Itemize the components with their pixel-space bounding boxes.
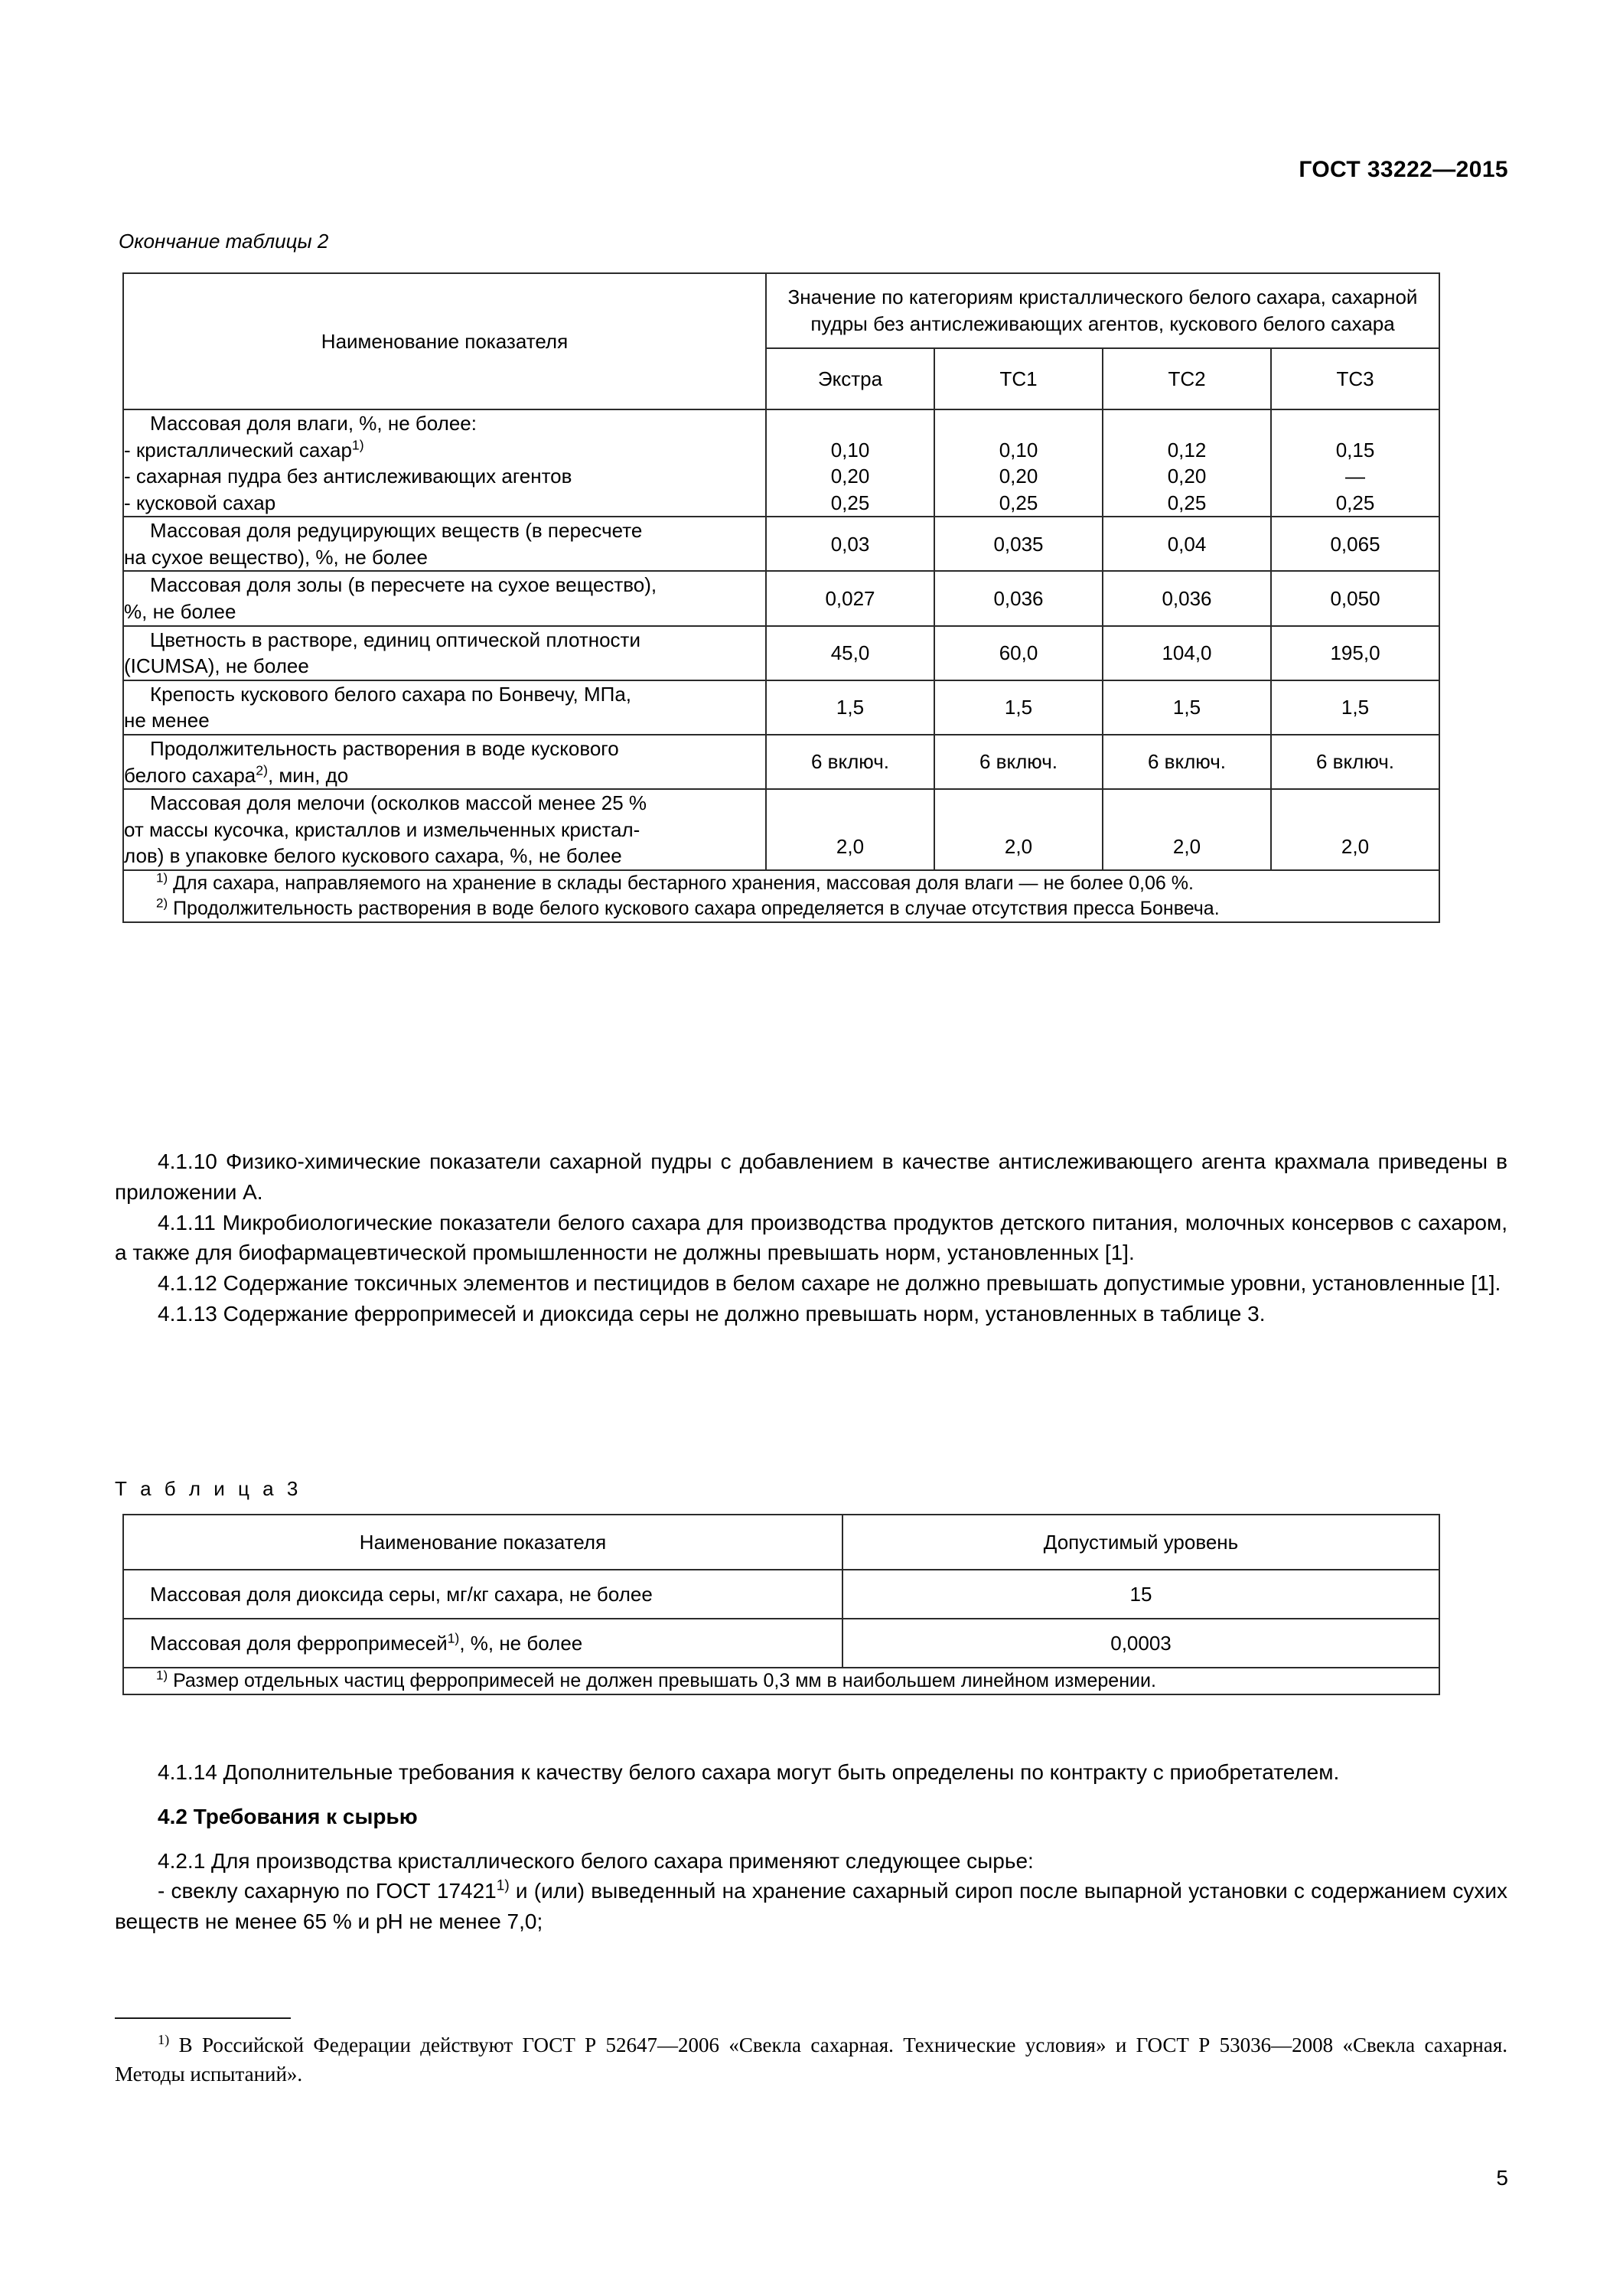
table2-row6-ts2: 6 включ. <box>1103 735 1271 789</box>
table2-row6-indicator: Продолжительность растворения в воде кускового белого сахара$^{2)}$, мин, до <box>123 735 766 789</box>
table2-row2-ts2: 0,04 <box>1103 517 1271 571</box>
table2-category-ts2: ТС2 <box>1103 348 1271 409</box>
table2-row1-ts3: 0,15 — 0,25 <box>1271 409 1439 517</box>
table2-row3-ts1: 0,036 <box>934 571 1103 625</box>
table2-row5-extra: 1,5 <box>766 680 934 735</box>
table2-row1-extra: 0,10 0,20 0,25 <box>766 409 934 517</box>
table2-col-indicator: Наименование показателя <box>123 273 766 409</box>
table-row <box>123 1570 1439 1619</box>
table2-row5-indicator: Крепость кускового белого сахара по Бонвечу, МПа, не менее <box>123 680 766 735</box>
footnote-ref-1: 1) <box>351 436 364 452</box>
row1-line2: - кристаллический сахар$^{1)}$ <box>124 436 364 461</box>
table-row <box>123 735 1439 789</box>
table2-category-ts3: ТС3 <box>1271 348 1439 409</box>
table2-footnotes <box>123 870 1439 923</box>
body-paragraphs-a <box>115 1146 1507 1329</box>
table3-footnote-row <box>123 1668 1439 1694</box>
table-row <box>123 517 1439 571</box>
table2-row1-ts2: 0,12 0,20 0,25 <box>1103 409 1271 517</box>
table2-row7-extra: 2,0 <box>766 789 934 870</box>
section-heading-4-2: 4.2 Требования к сырью <box>158 1804 418 1828</box>
footnote-ref-1: 1) <box>496 1877 510 1894</box>
footnote-ref-1: 1) <box>447 1630 460 1646</box>
table3-footnote: $^{1)}$ Размер отдельных частиц ферропримесей не должен превышать 0,3 мм в наибольшем линейном измерении. <box>123 1668 1439 1694</box>
table3-label: Т а б л и ц а 3 <box>115 1477 302 1500</box>
row1-line3: - сахарная пудра без антислеживающих агентов <box>124 465 572 488</box>
paragraph-4-1-12: 4.1.12 Содержание токсичных элементов и пестицидов в белом сахаре не должно превышать допустимые уровни, установленные [1]. <box>158 1271 1501 1295</box>
row1-line1: Массовая доля влаги, %, не более: <box>150 412 477 435</box>
table2-category-extra: Экстра <box>766 348 934 409</box>
table2-col-group: Значение по категориям кристаллического белого сахара, сахарной пудры без антислеживающих агентов, кускового белого сахара <box>766 273 1439 348</box>
page-footnote <box>115 2017 1507 2089</box>
table2-row1-ts1: 0,10 0,20 0,25 <box>934 409 1103 517</box>
paragraph-4-1-11: 4.1.11 Микробиологические показатели белого сахара для производства продуктов детского питания, молочных консервов с сахаром, а также для биофармацевтической промышленности не должны превышать норм, установленных [1]. <box>115 1210 1507 1265</box>
table2-footnote-1: $^{1)}$ Для сахара, направляемого на хранение в склады бестарного хранения, массовая доля влаги — не более 0,06 %. <box>156 870 1194 894</box>
table2-caption: Окончание таблицы 2 <box>119 230 329 253</box>
table2-row5-ts3: 1,5 <box>1271 680 1439 735</box>
table3-row2-value: 0,0003 <box>842 1619 1439 1668</box>
table2-row6-ts1: 6 включ. <box>934 735 1103 789</box>
table2-row4-ts2: 104,0 <box>1103 626 1271 680</box>
table-row <box>123 409 1439 517</box>
body-paragraphs-b <box>115 1757 1507 1937</box>
table2-row3-ts2: 0,036 <box>1103 571 1271 625</box>
table2-row1-indicator <box>123 409 766 517</box>
table2-row4-extra: 45,0 <box>766 626 934 680</box>
table-row <box>123 626 1439 680</box>
table2-row4-indicator: Цветность в растворе, единиц оптической плотности (ICUMSA), не более <box>123 626 766 680</box>
footnote-separator-rule <box>115 2017 291 2019</box>
table-2-continuation <box>122 272 1440 923</box>
footnote-text: $^{1)}$ В Российской Федерации действуют ГОСТ Р 52647—2006 «Свекла сахарная. Технические условия» и ГОСТ Р 53036—2008 «Свекла сахарная. Методы испытаний». <box>115 2032 1508 2086</box>
table2-footnote-2: $^{2)}$ Продолжительность растворения в воде белого кускового сахара определяется в случае отсутствия пресса Бонвеча. <box>156 895 1220 920</box>
table2-row2-extra: 0,03 <box>766 517 934 571</box>
document-standard-header: ГОСТ 33222—2015 <box>1299 157 1508 182</box>
table2-row5-ts1: 1,5 <box>934 680 1103 735</box>
paragraph-4-1-13: 4.1.13 Содержание ферропримесей и диоксида серы не должно превышать норм, установленных в таблице 3. <box>158 1301 1266 1326</box>
table-row <box>123 571 1439 625</box>
page-number: 5 <box>1496 2166 1508 2190</box>
table2-row4-ts3: 195,0 <box>1271 626 1439 680</box>
row1-line4: - кусковой сахар <box>124 491 276 514</box>
table2-category-ts1: ТС1 <box>934 348 1103 409</box>
paragraph-4-2-1: 4.2.1 Для производства кристаллического белого сахара применяют следующее сырье: <box>158 1848 1034 1873</box>
table2-row4-ts1: 60,0 <box>934 626 1103 680</box>
table2-row3-ts3: 0,050 <box>1271 571 1439 625</box>
table2-row7-indicator: Массовая доля мелочи (осколков массой менее 25 % от массы кусочка, кристаллов и измельченных кристал- лов) в упаковке белого кускового сахара, %, не более <box>123 789 766 870</box>
table-row <box>123 1619 1439 1668</box>
footnote-ref-2: 2) <box>256 762 268 778</box>
table3-row2-indicator: Массовая доля ферропримесей$^{1)}$, %, не более <box>123 1619 842 1668</box>
paragraph-4-2-1-item-1: - свеклу сахарную по ГОСТ 17421$^{1)}$ и (или) выведенный на хранение сахарный сироп после выпарной установки с содержанием сухих веществ не менее 65 % и рН не менее 7,0; <box>115 1877 1507 1933</box>
table3-row1-indicator: Массовая доля диоксида серы, мг/кг сахара, не более <box>123 1570 842 1619</box>
table2-row2-ts3: 0,065 <box>1271 517 1439 571</box>
table-3 <box>122 1514 1440 1695</box>
paragraph-4-1-14: 4.1.14 Дополнительные требования к качеству белого сахара могут быть определены по контракту с приобретателем. <box>158 1760 1340 1784</box>
table3-col-indicator: Наименование показателя <box>123 1515 842 1570</box>
table3-header-row <box>123 1515 1439 1570</box>
table2-header-row-1 <box>123 273 1439 348</box>
paragraph-4-1-10: 4.1.10 Физико-химические показатели сахарной пудры с добавлением в качестве антислеживающего агента крахмала приведены в приложении А. <box>115 1150 1507 1204</box>
table2-row5-ts2: 1,5 <box>1103 680 1271 735</box>
table2-row6-ts3: 6 включ. <box>1271 735 1439 789</box>
table2-row6-extra: 6 включ. <box>766 735 934 789</box>
table2-row7-ts2: 2,0 <box>1103 789 1271 870</box>
table3-row1-value: 15 <box>842 1570 1439 1619</box>
table2-row2-ts1: 0,035 <box>934 517 1103 571</box>
table2-row2-indicator: Массовая доля редуцирующих веществ (в пересчете на сухое вещество), %, не более <box>123 517 766 571</box>
table2-footnote-row <box>123 870 1439 923</box>
table2-row3-extra: 0,027 <box>766 571 934 625</box>
table2-row7-ts1: 2,0 <box>934 789 1103 870</box>
table2-row7-ts3: 2,0 <box>1271 789 1439 870</box>
table-row <box>123 680 1439 735</box>
table2-row3-indicator: Массовая доля золы (в пересчете на сухое вещество), %, не более <box>123 571 766 625</box>
table-row <box>123 789 1439 870</box>
table3-col-level: Допустимый уровень <box>842 1515 1439 1570</box>
